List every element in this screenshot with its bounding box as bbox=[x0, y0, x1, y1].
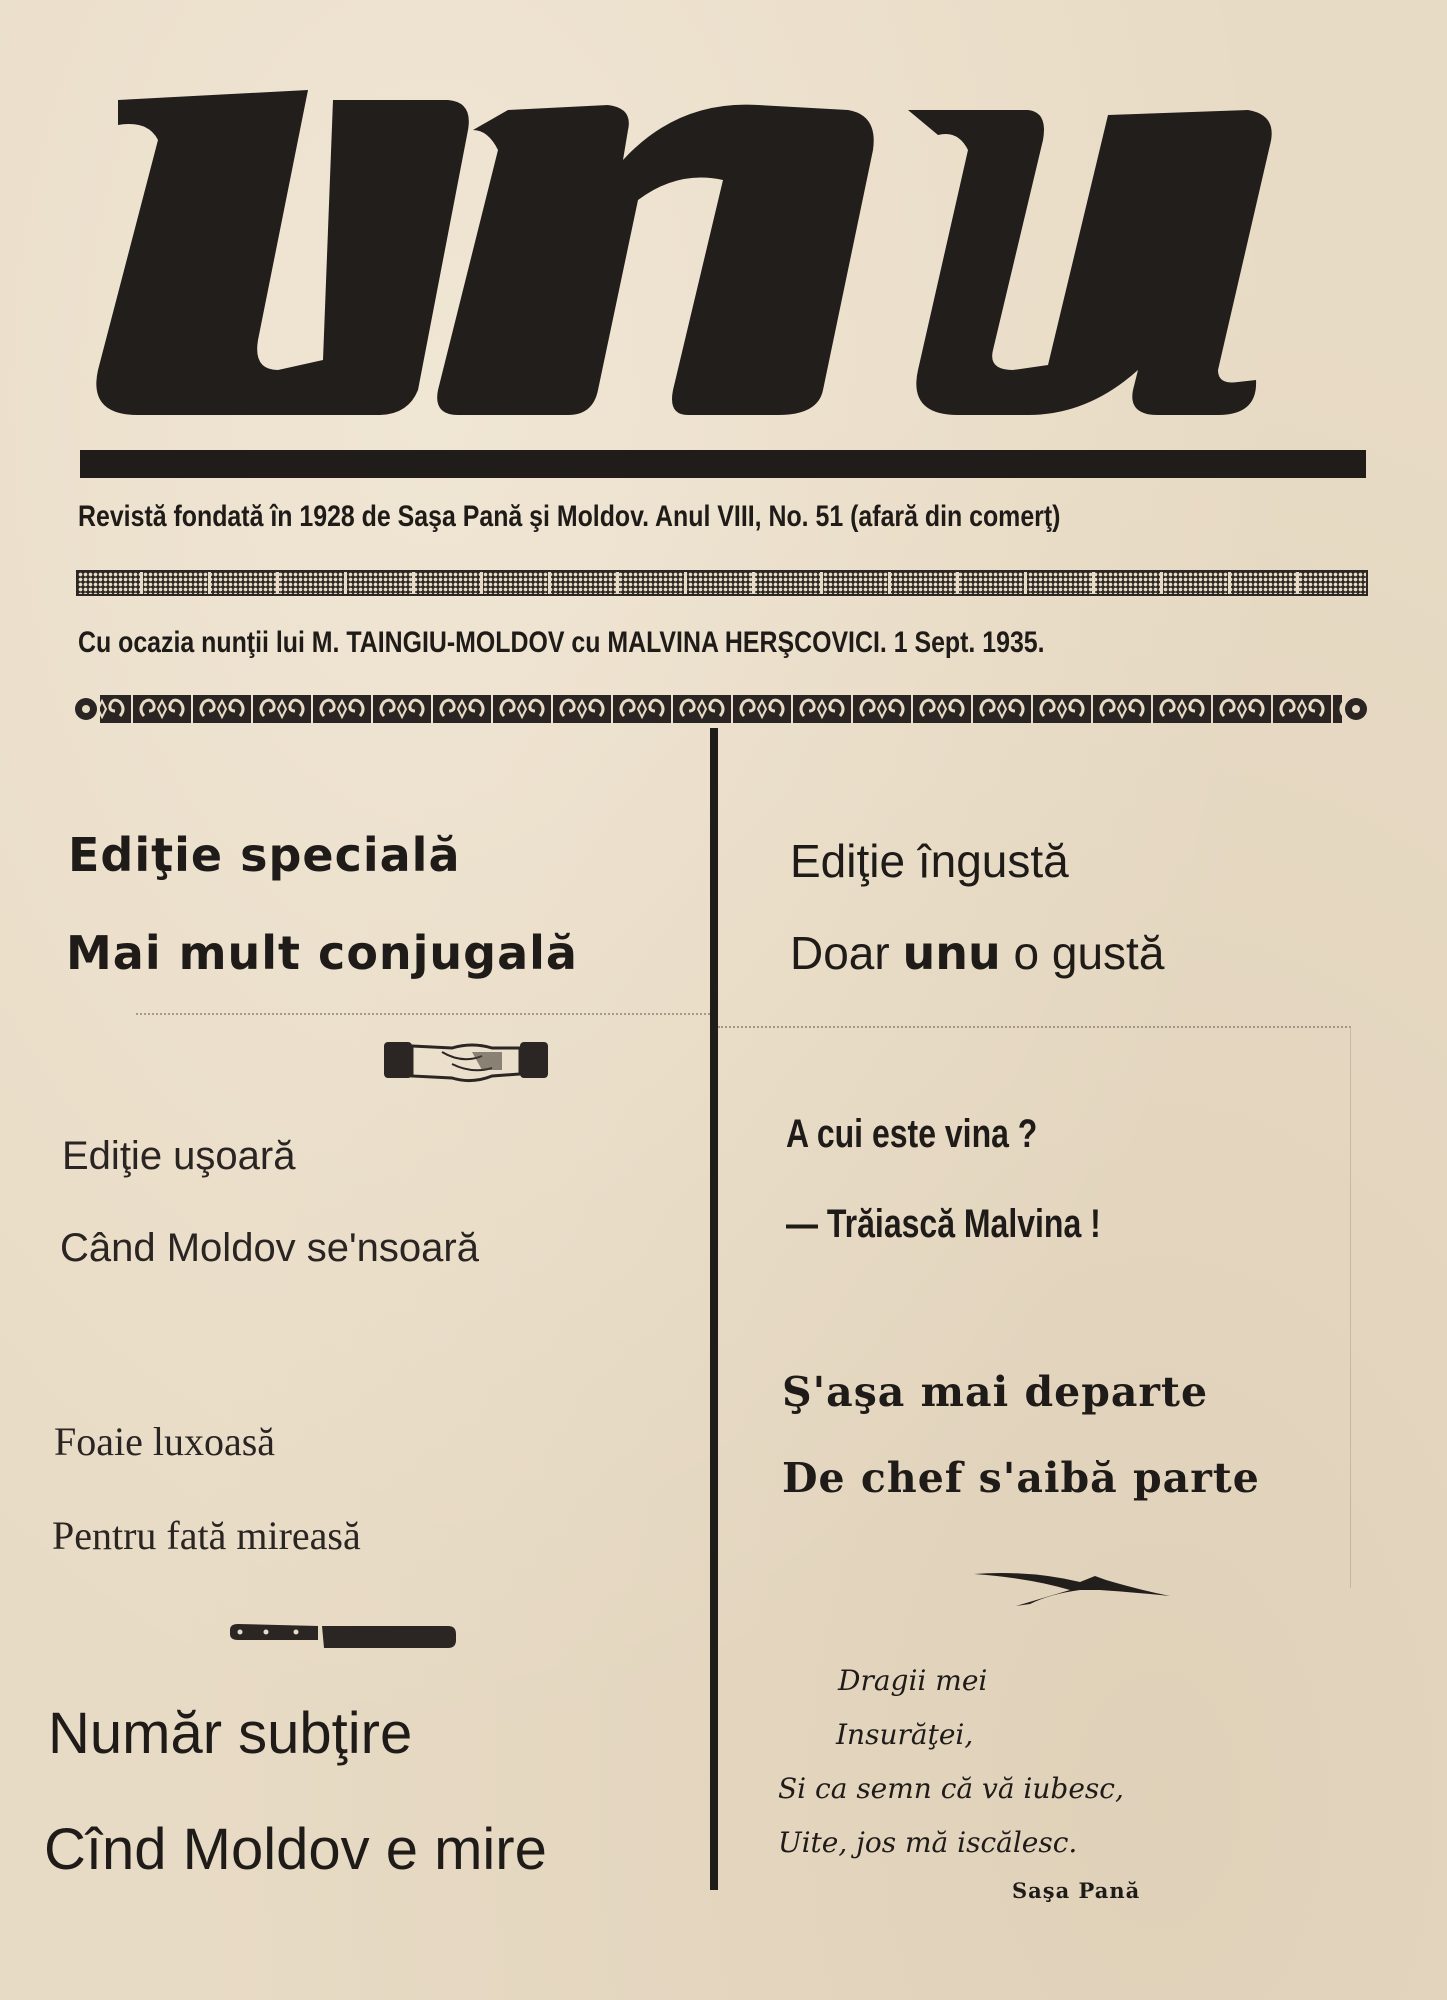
masthead-logo bbox=[78, 70, 1368, 430]
knife-icon bbox=[226, 1618, 458, 1652]
signature: Saşa Pană bbox=[1012, 1878, 1141, 1903]
right-heading-line1: Ediţie îngustă bbox=[790, 835, 1069, 887]
masthead-rule bbox=[80, 450, 1366, 478]
subtitle-line: Revistă fondată în 1928 de Saşa Pană şi Moldov. Anul VIII, No. 51 (afară din comerţ) bbox=[78, 500, 1061, 533]
right-heading-pre: Doar bbox=[790, 927, 903, 979]
verse1-line1: Ediţie uşoară bbox=[62, 1134, 296, 1178]
verse3-line2: Cînd Moldov e mire bbox=[44, 1817, 547, 1882]
swallow-bird-icon bbox=[970, 1560, 1174, 1608]
left-heading-line1: Ediţie specială bbox=[68, 828, 461, 882]
letter-line3: Si ca semn că vă iubesc, bbox=[778, 1772, 1124, 1805]
letter-line4: Uite, jos mă iscălesc. bbox=[778, 1826, 1078, 1859]
handshake-icon bbox=[382, 1034, 550, 1086]
question-line: A cui este vina ? bbox=[786, 1112, 1038, 1156]
verse2-line2: Pentru fată mireasă bbox=[52, 1513, 361, 1558]
right-heading-unu: unu bbox=[902, 926, 1001, 980]
slab-line1: Ş'aşa mai departe bbox=[782, 1368, 1209, 1416]
verse1-line2: Când Moldov se'nsoară bbox=[60, 1226, 479, 1270]
verse3-line1: Număr subţire bbox=[48, 1701, 413, 1766]
dotted-ornament-band bbox=[76, 570, 1368, 596]
occasion-line: Cu ocazia nunţii lui M. TAINGIU-MOLDOV cu MALVINA HERŞCOVICI. 1 Sept. 1935. bbox=[78, 626, 1045, 659]
unu-logo-icon bbox=[78, 70, 1368, 430]
dotted-frame-left bbox=[136, 1013, 710, 1015]
right-heading-post: o gustă bbox=[1000, 927, 1165, 979]
cheer-line: — Trăiască Malvina ! bbox=[786, 1202, 1101, 1246]
slab-line2: De chef s'aibă parte bbox=[782, 1454, 1260, 1502]
left-heading-line2: Mai mult conjugală bbox=[66, 926, 578, 980]
dotted-frame-right bbox=[718, 1026, 1351, 1588]
letter-line2: Insurăţei, bbox=[836, 1718, 974, 1751]
right-heading-line2 bbox=[790, 926, 1164, 980]
column-divider bbox=[710, 728, 718, 1890]
letter-line1: Dragii mei bbox=[838, 1664, 988, 1697]
scroll-ornament-band bbox=[72, 692, 1370, 726]
verse2-line1: Foaie luxoasă bbox=[54, 1419, 276, 1464]
